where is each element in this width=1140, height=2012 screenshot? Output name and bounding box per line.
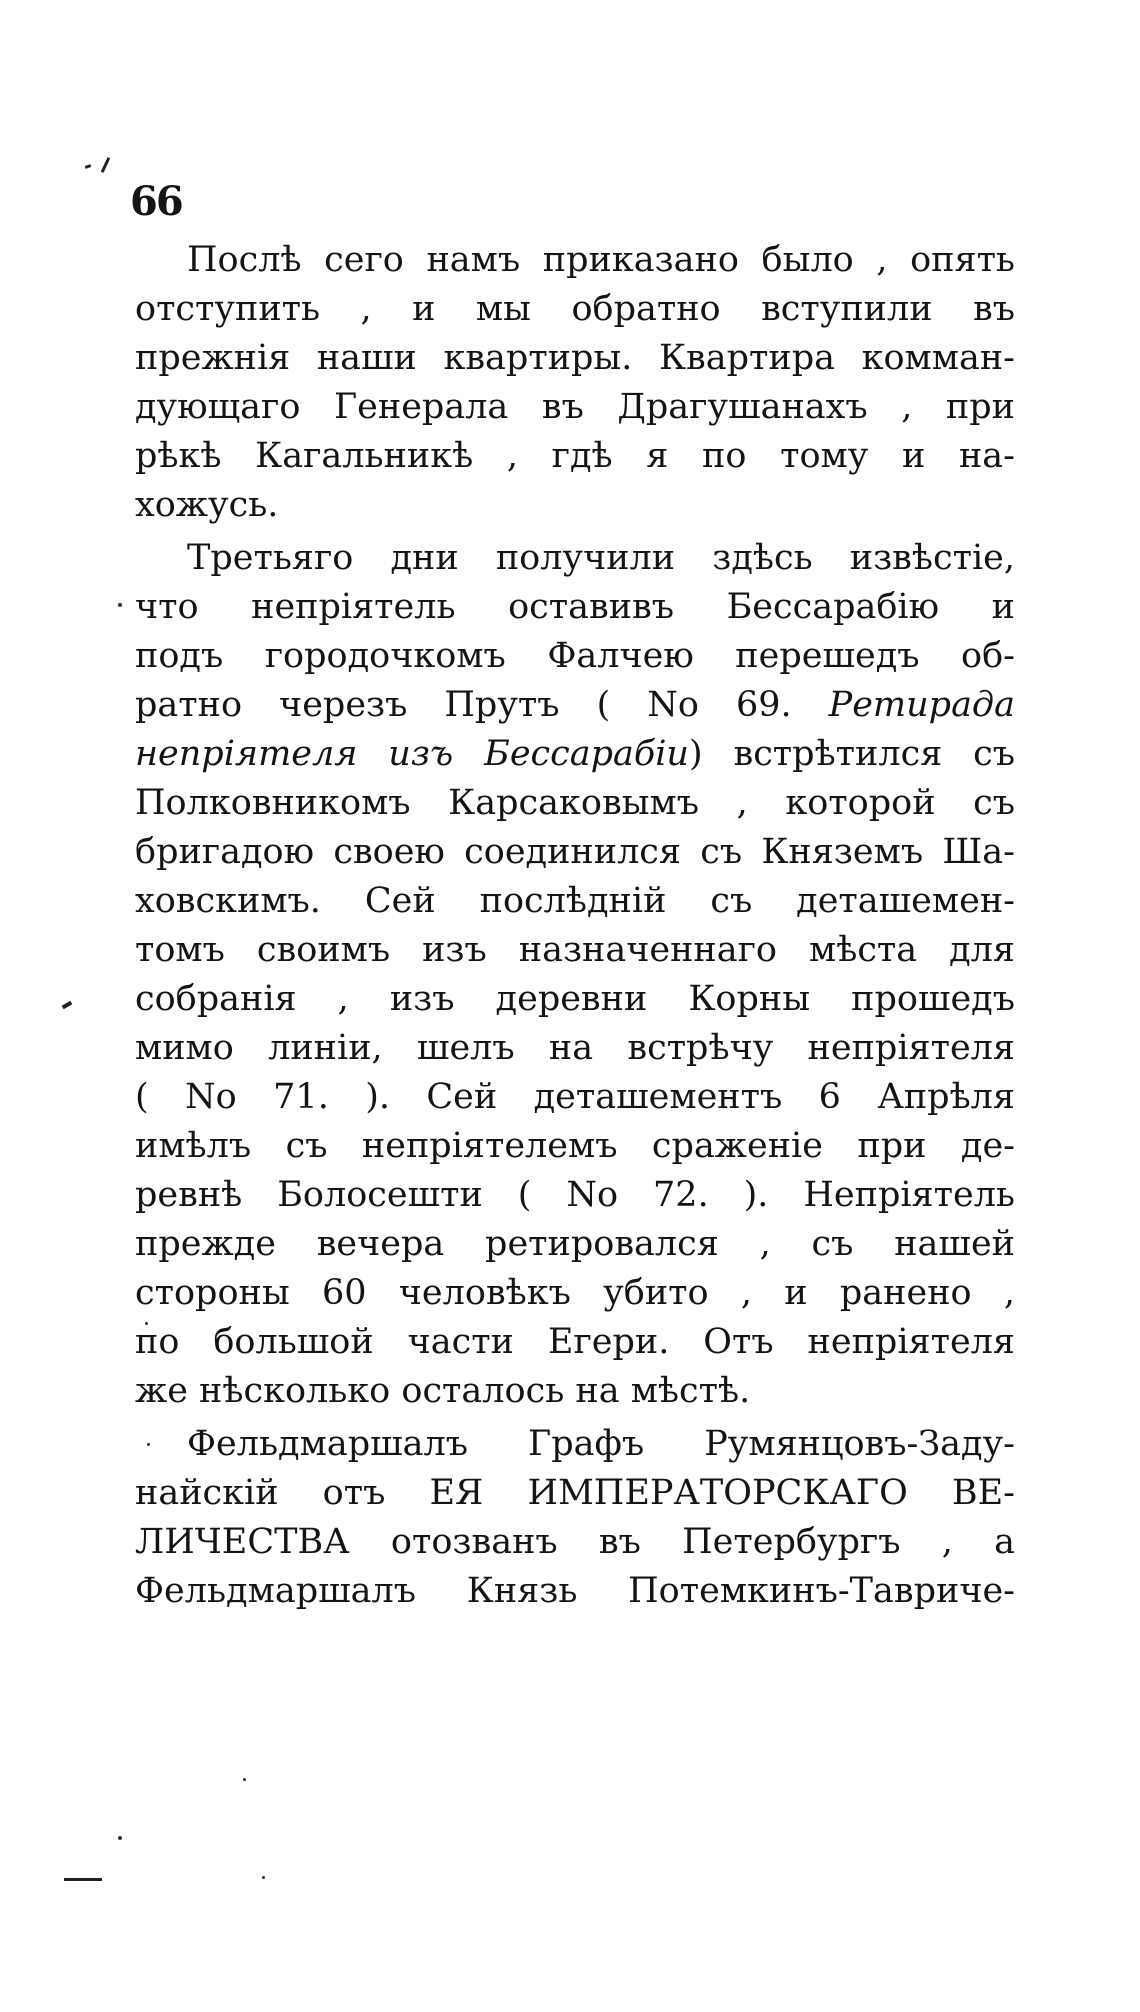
text-line: ховскимъ. Сей послѣдній съ деташемен-	[135, 881, 1015, 921]
text-line: ревнѣ Болосешти ( No 72. ). Непріятель	[135, 1175, 1015, 1215]
text-line: томъ своимъ изъ назначеннаго мѣста для	[135, 930, 1015, 970]
speck	[118, 1836, 122, 1840]
speck	[243, 1778, 246, 1781]
text-run: ратно черезъ Прутъ ( No 69.	[135, 685, 829, 725]
text-line: бригадою своею соединился съ Княземъ Ша-	[135, 832, 1015, 872]
italic-text-run: Ретирада	[828, 685, 1015, 725]
paragraph	[135, 534, 1015, 1416]
text-line: Фельдмаршалъ Графъ Румянцовъ-Заду-	[187, 1424, 1015, 1464]
text-line: Послѣ сего намъ приказано было , опять	[187, 240, 1015, 280]
paragraph	[135, 236, 1015, 530]
stray-mark	[64, 1878, 102, 1881]
text-line: ЛИЧЕСТВА отозванъ въ Петербургъ , а	[135, 1522, 1015, 1562]
stray-mark	[85, 164, 92, 169]
text-line: отступить , и мы обратно вступили въ	[135, 289, 1015, 329]
text-run: ) встрѣтился съ	[688, 734, 1015, 774]
text-line: ( No 71. ). Сей деташементъ 6 Апрѣля	[135, 1077, 1015, 1117]
stray-mark	[101, 157, 110, 173]
text-line: имѣлъ съ непріятелемъ сраженіе при де-	[135, 1126, 1015, 1166]
text-line: рѣкѣ Кагальникѣ , гдѣ я по тому и на-	[135, 436, 1015, 476]
text-line: подъ городочкомъ Фалчею перешедъ об-	[135, 636, 1015, 676]
body-text	[135, 236, 1015, 1616]
text-line: собранія , изъ деревни Корны прошедъ	[135, 979, 1015, 1019]
text-line: прежнія наши квартиры. Квартира комман-	[135, 338, 1015, 378]
text-line: дующаго Генерала въ Драгушанахъ , при	[135, 387, 1015, 427]
text-line: найскій отъ ЕЯ ИМПЕРАТОРСКАГО ВЕ-	[135, 1473, 1015, 1513]
paragraph	[135, 1420, 1015, 1616]
text-line: прежде вечера ретировался , съ нашей	[135, 1224, 1015, 1264]
speck	[118, 603, 122, 607]
text-line: стороны 60 человѣкъ убито , и ранено ,	[135, 1273, 1015, 1313]
stray-mark	[62, 1001, 73, 1009]
speck	[262, 1876, 265, 1879]
page-number: 66	[130, 178, 182, 225]
text-line: Полковникомъ Карсаковымъ , которой съ	[135, 783, 1015, 823]
text-line: Фельдмаршалъ Князь Потемкинъ-Тавриче-	[135, 1571, 1015, 1611]
text-line: по большой части Егери. Отъ непріятеля	[135, 1322, 1015, 1362]
text-line: же нѣсколько осталось на мѣстѣ.	[135, 1371, 751, 1411]
text-line	[135, 730, 1015, 779]
text-line: Третьяго дни получили здѣсь извѣстіе,	[187, 538, 1015, 578]
text-line	[135, 681, 1015, 730]
text-line: хожусь.	[135, 485, 279, 525]
italic-text-run: непріятеля изъ Бессарабіи	[135, 734, 689, 774]
text-line: что непріятель оставивъ Бессарабію и	[135, 587, 1015, 627]
text-line: мимо линіи, шелъ на встрѣчу непріятеля	[135, 1028, 1015, 1068]
